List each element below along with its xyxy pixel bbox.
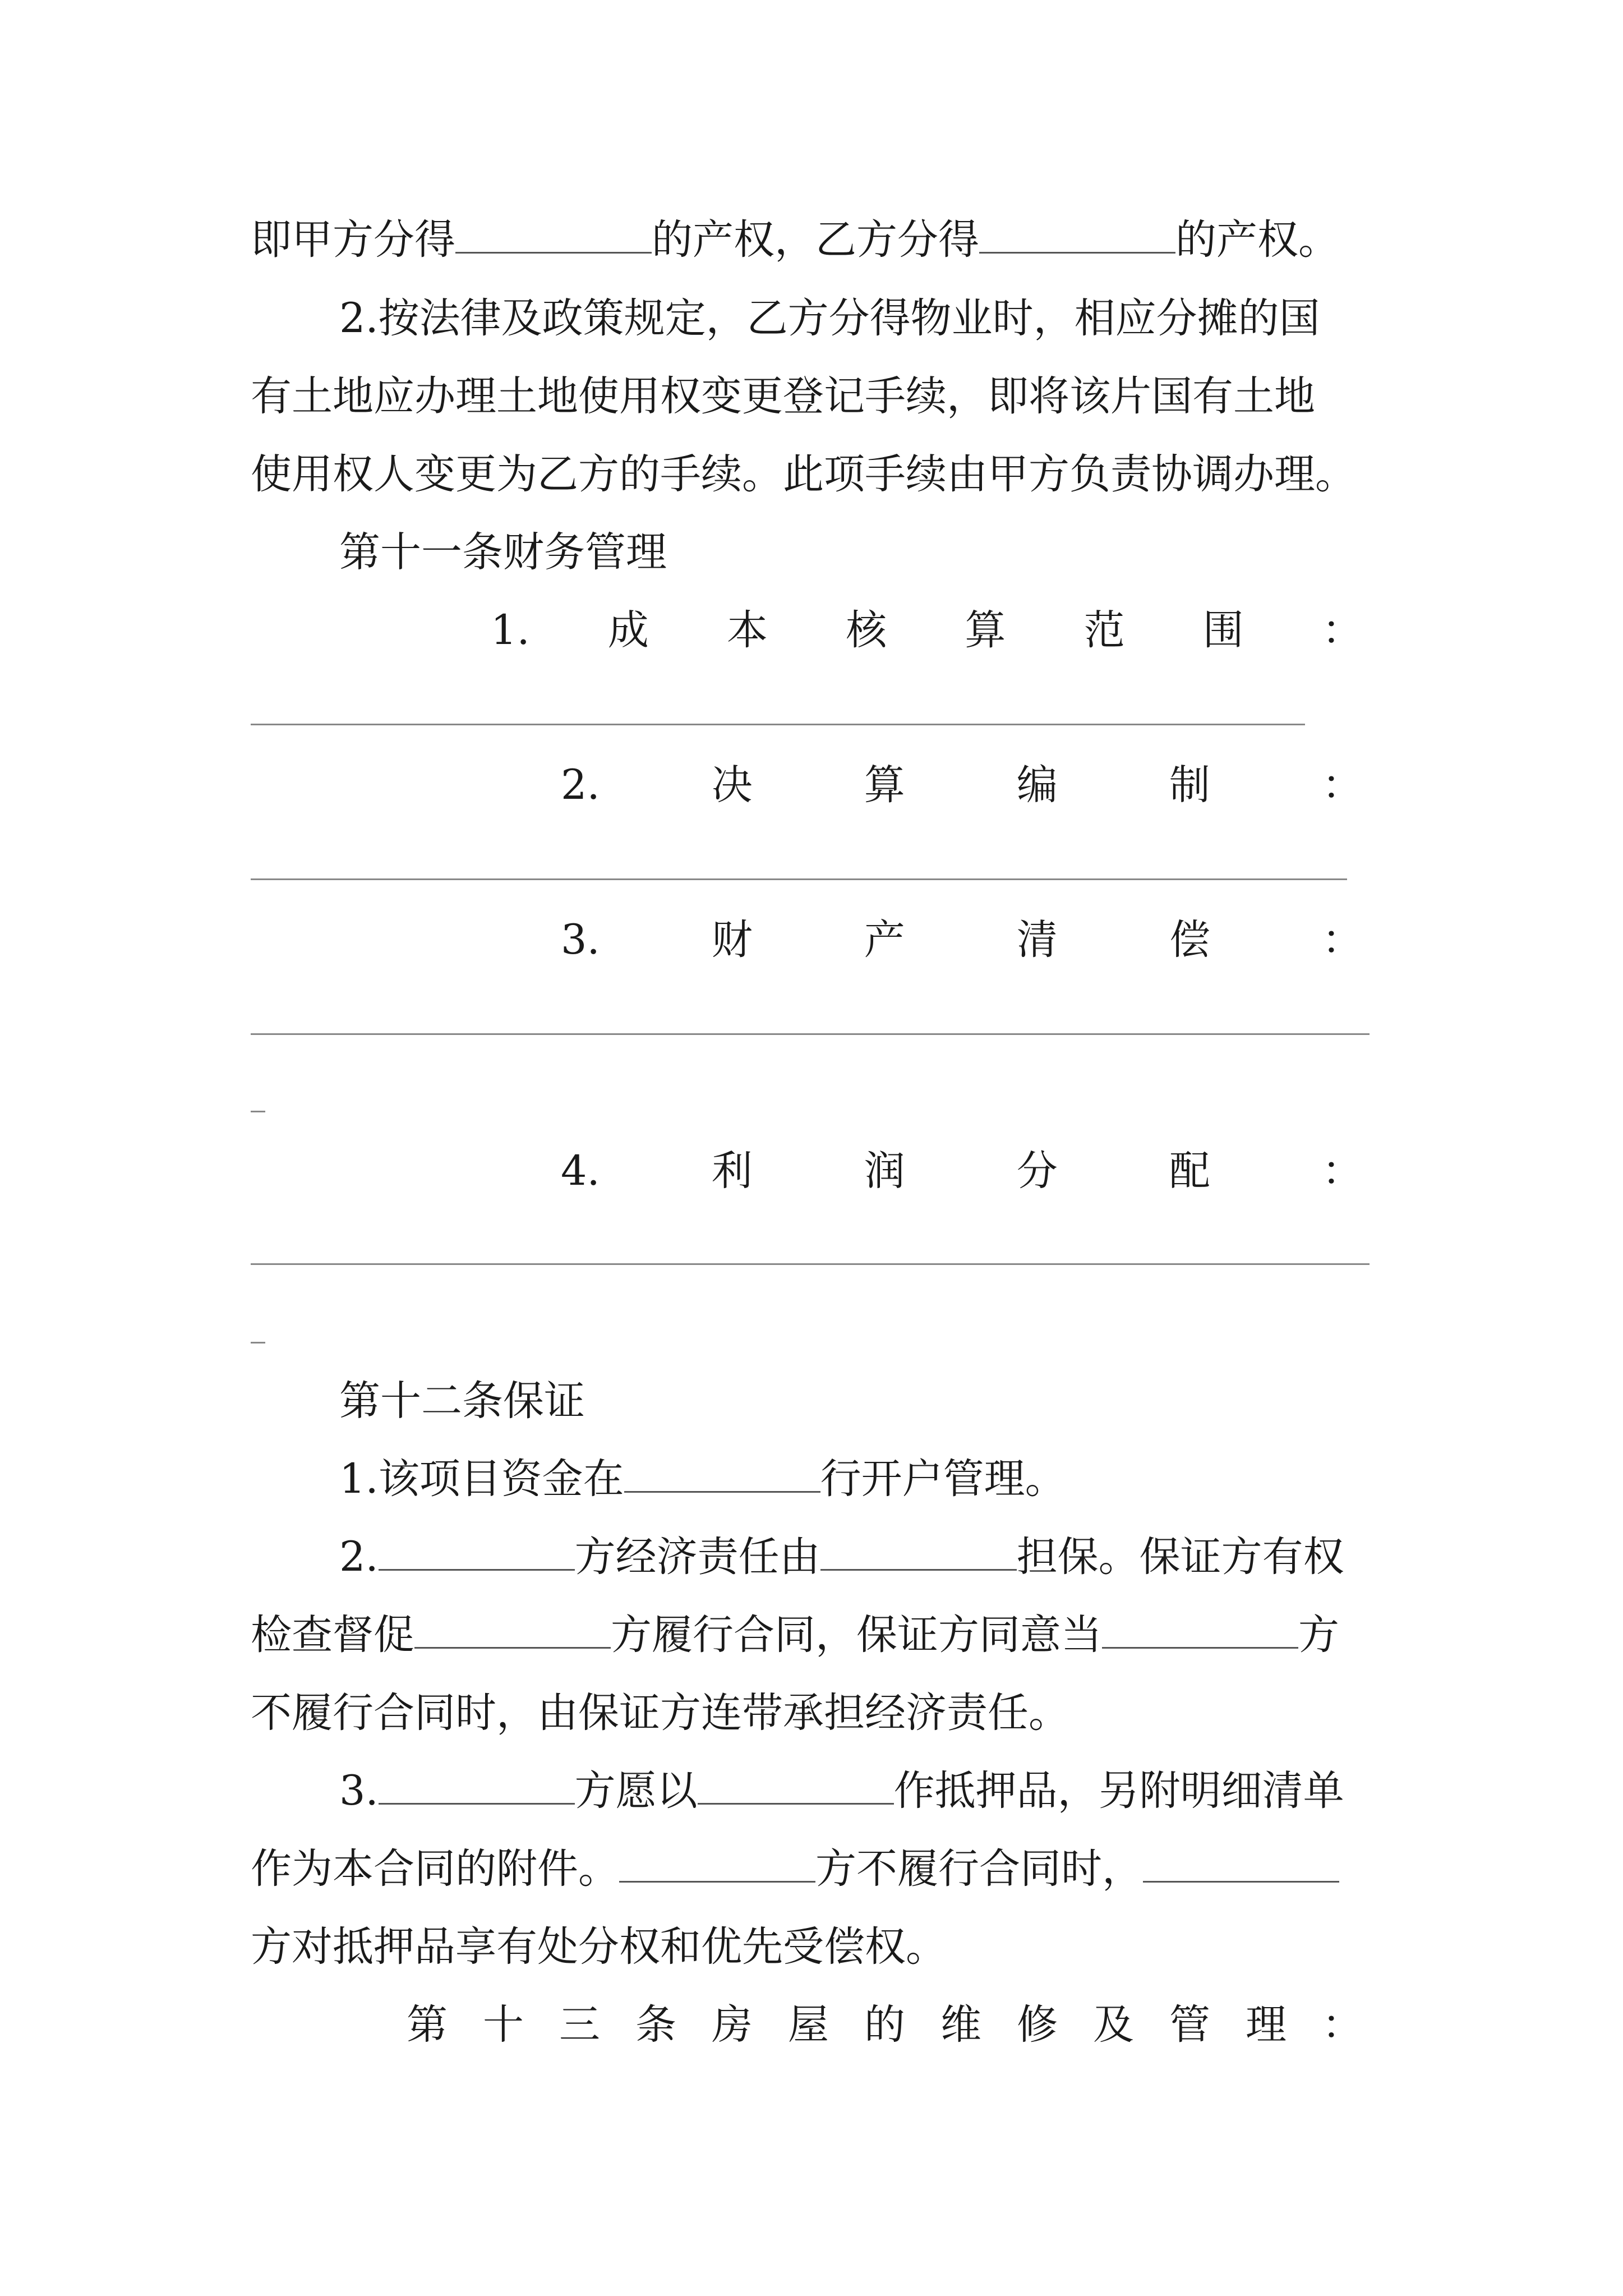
item-char: 产 [864,916,905,964]
item-char: 核 [846,606,887,654]
item-char: 本 [727,606,768,654]
finance-item-2 [561,757,1363,813]
text-line: 有土地应办理土地使用权变更登记手续，即将该片国有土地 [251,372,1315,420]
article-heading: 第十一条财务管理 [339,528,667,576]
text-line [251,1841,1389,1897]
item-char: 修 [1017,2001,1058,2049]
text-segment: 担保。保证方有权 [1016,1533,1344,1581]
text-line: 使用权人变更为乙方的手续。此项手续由甲方负责协调办理。 [251,450,1356,498]
fill-blank [979,217,1175,254]
item-char: 润 [864,1147,905,1195]
text-segment: 检查督促 [251,1611,414,1659]
item-char: ： [1321,606,1363,654]
fill-rule [251,724,1305,725]
item-char: 清 [1016,916,1058,964]
fill-blank [379,1768,575,1805]
text-line: 不履行合同时，由保证方连带承担经济责任。 [251,1689,1069,1737]
item-char: 决 [711,761,753,809]
item-char: 1. [491,606,530,654]
text-segment: 作为本合同的附件。 [251,1845,619,1893]
text-segment: 方愿以 [574,1767,698,1815]
item-char: 条 [635,2001,676,2049]
item-char: 利 [711,1147,753,1195]
text-segment: 方不履行合同时， [815,1845,1143,1893]
text-segment: 方 [1298,1611,1339,1659]
fill-blank [619,1846,815,1883]
item-char: 屋 [788,2001,829,2049]
item-char: 范 [1083,606,1125,654]
item-char: 3. [561,916,600,964]
text-segment: 3. [339,1767,379,1815]
finance-item-4 [561,1143,1363,1199]
item-char: 管 [1169,2001,1210,2049]
item-char: 算 [965,606,1006,654]
fill-blank [820,1534,1017,1571]
item-char: 理 [1246,2001,1287,2049]
item-char: 4. [561,1147,600,1195]
text-segment: 即甲方分得 [251,216,455,264]
item-char: 维 [940,2001,981,2049]
item-char: 制 [1169,761,1210,809]
item-char: 三 [559,2001,600,2049]
fill-rule [251,1033,1370,1035]
text-line [339,1451,1389,1507]
item-char: 偿 [1169,916,1210,964]
fill-rule [251,878,1347,880]
item-char: 财 [711,916,753,964]
text-segment: 方经济责任由 [574,1533,820,1581]
item-char: 十 [483,2001,524,2049]
item-char: ： [1321,761,1363,809]
article-heading-13 [407,1997,1363,2053]
item-char: 第 [407,2001,448,2049]
item-char: 的 [864,2001,905,2049]
fill-blank [379,1534,575,1571]
item-char: ： [1321,1147,1363,1195]
fill-rule [251,1263,1370,1265]
text-line [251,212,1389,268]
fill-blank [455,217,652,254]
item-char: ： [1322,2001,1363,2049]
fill-rule-tail [251,1342,265,1343]
item-char: 编 [1016,761,1058,809]
item-char: 及 [1093,2001,1134,2049]
fill-blank [698,1768,894,1805]
text-line: 方对抵押品享有处分权和优先受偿权。 [251,1923,947,1971]
text-line: 2.按法律及政策规定，乙方分得物业时，相应分摊的国 [339,295,1320,342]
article-heading: 第十二条保证 [339,1377,585,1425]
fill-rule-tail [251,1111,265,1112]
item-char: 2. [561,761,600,809]
item-char: ： [1321,916,1363,964]
text-line [339,1529,1389,1585]
fill-blank [1143,1846,1339,1883]
text-segment: 的产权。 [1175,216,1339,264]
item-char: 围 [1202,606,1244,654]
item-char: 成 [607,606,649,654]
text-segment: 1.该项目资金在 [339,1455,624,1503]
text-segment: 2. [339,1533,379,1581]
item-char: 配 [1169,1147,1210,1195]
fill-blank [1102,1612,1298,1649]
item-char: 房 [712,2001,753,2049]
item-char: 分 [1016,1147,1058,1195]
text-line [251,1607,1389,1663]
item-char: 算 [864,761,905,809]
fill-blank [414,1612,611,1649]
finance-item-3 [561,912,1363,968]
fill-blank [624,1456,820,1493]
finance-item-1 [491,602,1363,659]
text-segment: 的产权，乙方分得 [652,216,979,264]
text-segment: 作抵押品，另附明细清单 [893,1767,1344,1815]
text-line [339,1763,1389,1819]
text-segment: 行开户管理。 [820,1455,1066,1503]
text-segment: 方履行合同，保证方同意当 [611,1611,1102,1659]
